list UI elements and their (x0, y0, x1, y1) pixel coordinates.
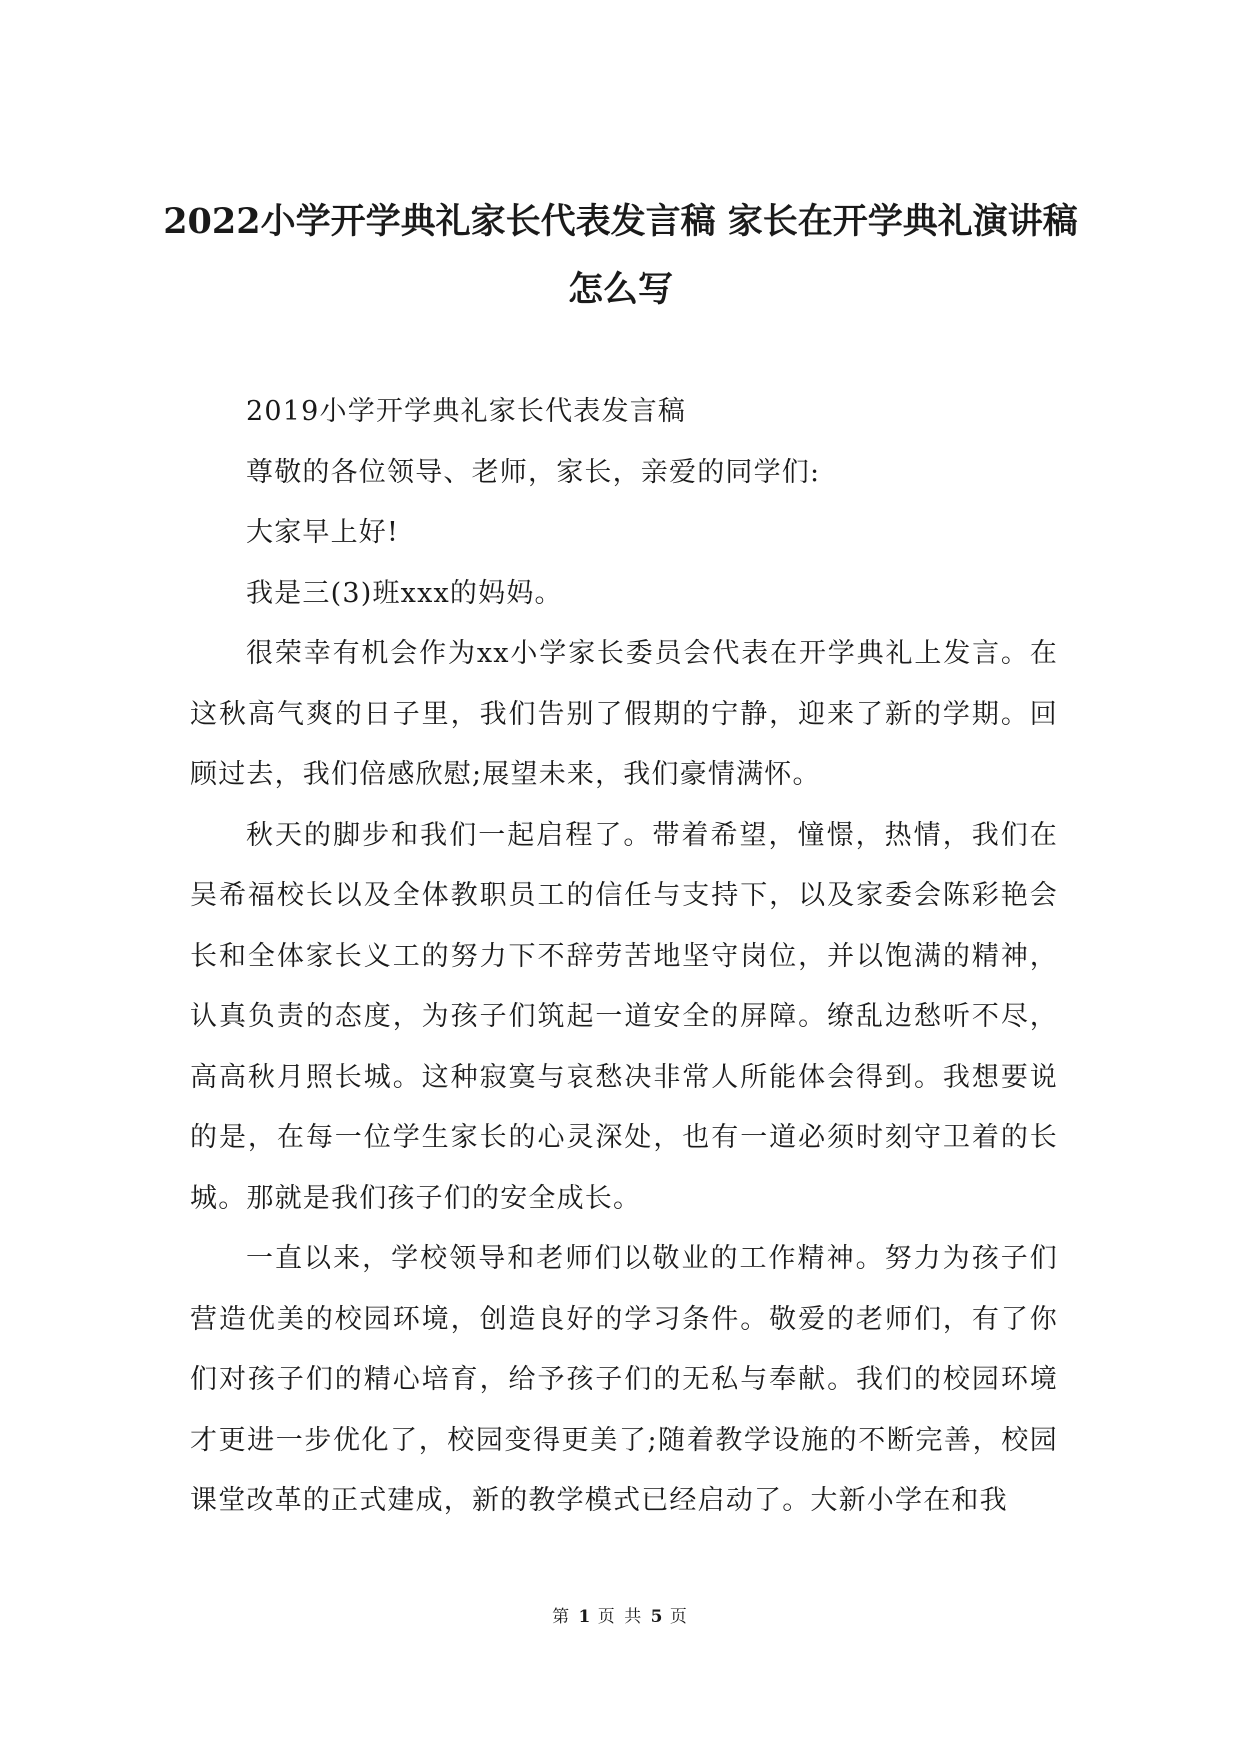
paragraph-salutation: 尊敬的各位领导、老师，家长，亲爱的同学们: (246, 456, 821, 488)
footer-total-pages: 5 (650, 1607, 663, 1627)
paragraph-body-1: 很荣幸有机会作为xx小学家长委员会代表在开学典礼上发言。在这秋高气爽的日子里，我们告别了假期的宁静，迎来了新的学期。回顾过去，我们倍感欣慰;展望未来，我们豪情满怀。 (190, 638, 1058, 790)
document-title (150, 188, 1091, 324)
paragraph-heading: 2019小学开学典礼家长代表发言稿 (246, 396, 687, 427)
paragraph-body-3: 一直以来，学校领导和老师们以敬业的工作精神。努力为孩子们营造优美的校园环境，创造良好的学习条件。敬爱的老师们，有了你们对孩子们的精心培育，给予孩子们的无私与奉献。我们的校园环境才更进一步优化了，校园变得更美了;随着教学设施的不断完善，校园课堂改革的正式建成，新的教学模式已经启动了。大新小学在和我 (190, 1243, 1058, 1516)
document-body (190, 382, 1058, 1532)
paragraph-greeting: 大家早上好! (246, 517, 400, 548)
title-line-1: 2022小学开学典礼家长代表发言稿 家长在开学典礼演讲稿 (163, 201, 1078, 242)
footer-middle: 页 共 (597, 1607, 644, 1627)
footer-prefix: 第 (552, 1607, 572, 1627)
paragraph-body-2: 秋天的脚步和我们一起启程了。带着希望，憧憬，热情，我们在吴希福校长以及全体教职员工的信任与支持下，以及家委会陈彩艳会长和全体家长义工的努力下不辞劳苦地坚守岗位，并以饱满的精神，认真负责的态度，为孩子们筑起一道安全的屏障。缭乱边愁听不尽，高高秋月照长城。这种寂寞与哀愁决非常人所能体会得到。我想要说的是，在每一位学生家长的心灵深处，也有一道必须时刻守卫着的长城。那就是我们孩子们的安全成长。 (190, 819, 1058, 1214)
footer-current-page: 1 (578, 1607, 591, 1627)
footer-suffix: 页 (669, 1607, 689, 1627)
paragraph-introduction: 我是三(3)班xxx的妈妈。 (246, 577, 563, 609)
title-line-2: 怎么写 (567, 269, 673, 310)
page-footer (0, 1602, 1241, 1627)
